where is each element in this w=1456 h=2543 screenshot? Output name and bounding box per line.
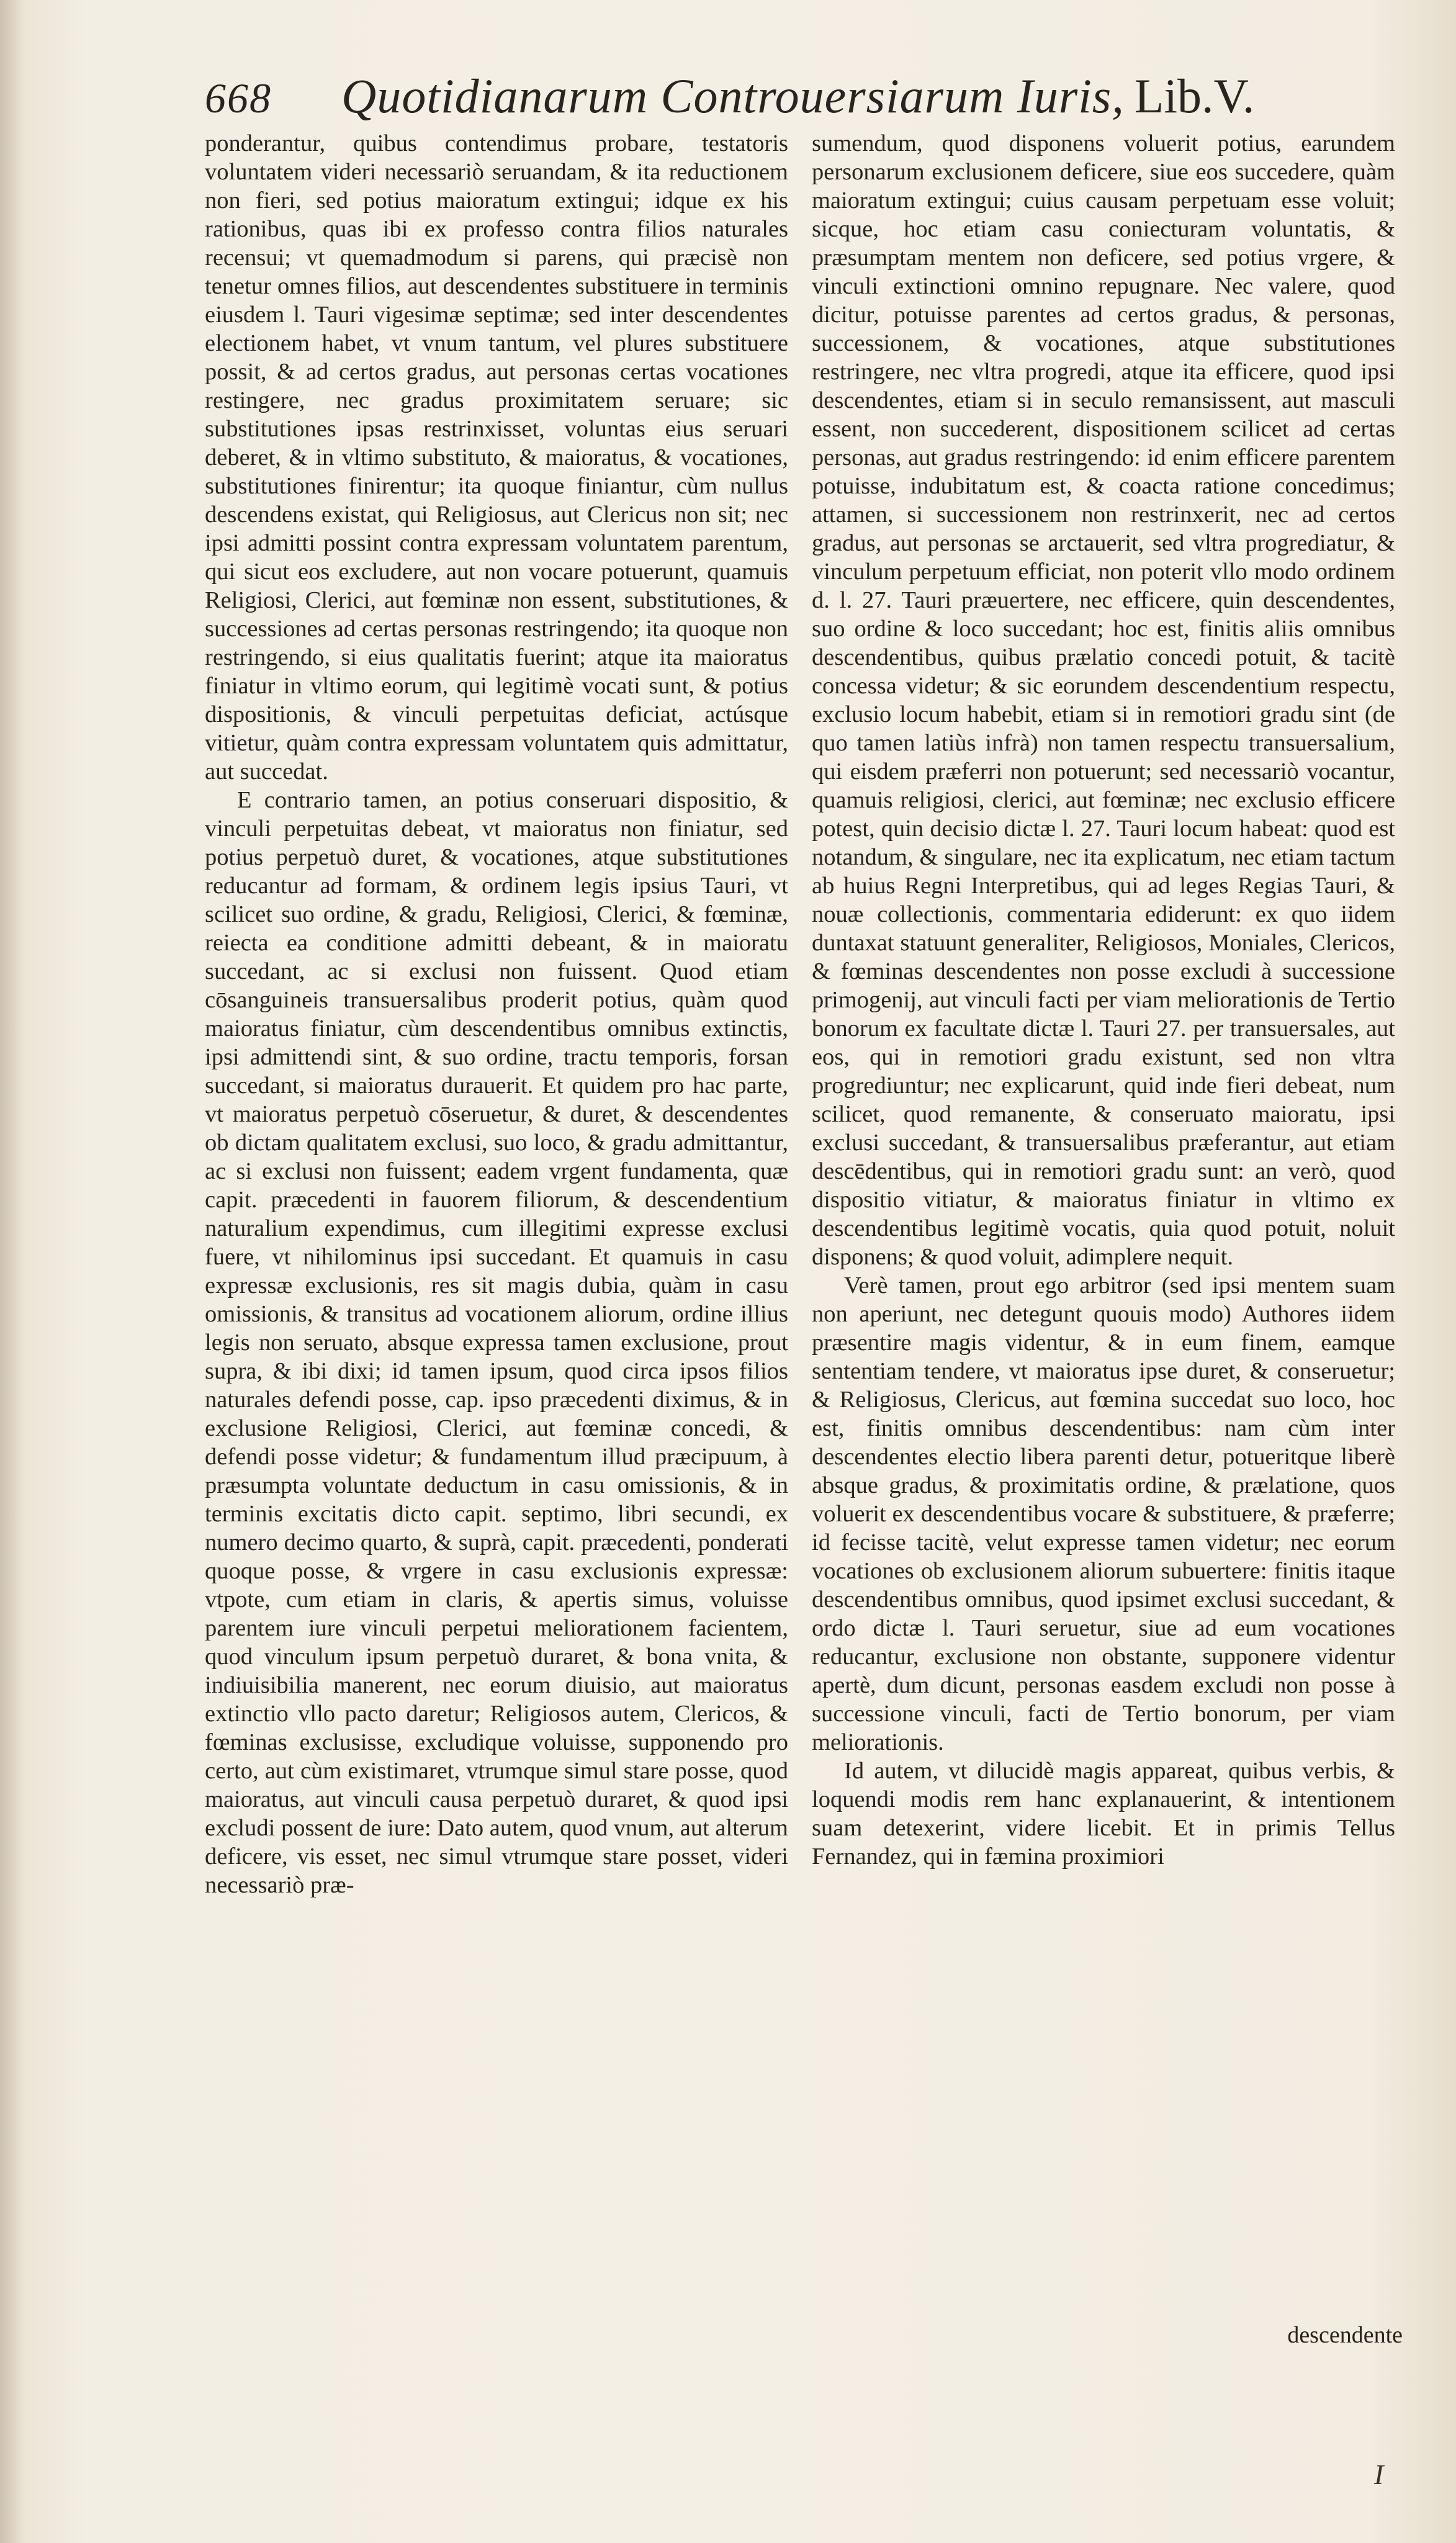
right-paragraph-3: Id autem, vt dilucidè magis appareat, quibus verbis, & loquendi modis rem hanc explanauerint, & intentionem suam detexerint, videre licebit. Et in primis Tellus Fernandez, qui in fæmina proximiori — [812, 1758, 1395, 1870]
corner-mark: I — [1374, 2459, 1384, 2490]
running-header — [205, 68, 1421, 130]
running-title: Quotidianarum Controuersiarum Iuris, — [341, 69, 1125, 123]
left-paragraph-1: ponderantur, quibus contendimus probare, testatoris voluntatem videri necessariò seruandam, & ita reductionem non fieri, sed potius maioratum extingui; idque ex his rationibus, quas ibi ex professo contra filios naturales recensui; vt quemadmodum si parens, qui præcisè non tenetur omnes filios, aut descendentes substituere in terminis eiusdem l. Tauri vigesimæ septimæ; sed inter descendentes electionem habet, vt vnum tantum, vel plures substituere possit, & ad certos gradus, aut personas certas vocationes restingere, nec gradus proximitatem seruare; sic substitutiones ipsas restrinxisset, voluntas eius seruari deberet, & in vltimo substituto, & maioratus, & vocationes, substitutiones finirentur; ita quoque finiantur, cùm nullus descendens existat, qui Religiosus, aut Clericus non sit; nec ipsi admitti possint contra expressam voluntatem parentum, qui sicut eos excludere, aut non vocare potuerunt, quamuis Religiosi, Clerici, aut fœminæ non essent, substitutiones, & successiones ad certas personas restringendo; ita quoque non restringendo, si eius qualitatis fuerint; atque ita maioratus finiatur in vltimo eorum, qui legitimè vocati sunt, & potius dispositionis, & vinculi perpetuitas deficiat, actúsque vitietur, quàm contra expressam voluntatem quis admittatur, aut succedat. — [205, 130, 788, 785]
catchword: descendente — [1287, 2322, 1403, 2348]
page-fold-shadow — [0, 0, 25, 2543]
left-column — [205, 129, 788, 2364]
right-paragraph-2: Verè tamen, prout ego arbitror (sed ipsi mentem suam non aperiunt, nec detegunt quouis modo) Authores iidem præsentire magis videntur, & in eum finem, eamque sententiam tendere, vt maioratus ipse duret, & conseruetur; & Religiosus, Clericus, aut fœmina succedat suo loco, hoc est, finitis omnibus descendentibus: nam cùm inter descendentes electio libera parenti detur, potueritque liberè absque gradus, & proximitatis ordine, & prælatione, quos voluerit ex descendentibus vocare & substituere, & præferre; id fecisse tacitè, velut expresse tamen videtur; nec eorum vocationes ob exclusionem aliorum subuertere: finitis itaque descendentibus omnibus, quod ipsimet exclusi succedant, & ordo dictæ l. Tauri seruetur, siue ad eum vocationes reducantur, exclusione non obstante, supponere videntur apertè, dum dicunt, personas easdem excludi non posse à successione vinculi, facti de Tertio bonorum, per viam meliorationis. — [812, 1272, 1395, 1755]
book-number: Lib.V. — [1134, 69, 1255, 123]
page-number: 668 — [205, 74, 272, 122]
left-paragraph-2: E contrario tamen, an potius conseruari dispositio, & vinculi perpetuitas debeat, vt maioratus non finiatur, sed potius perpetuò duret, & vocationes, atque substitutiones reducantur ad formam, & ordinem legis ipsius Tauri, vt scilicet suo ordine, & gradu, Religiosi, Clerici, & fœminæ, reiecta ea conditione admitti debeant, & in maioratu succedant, ac si exclusi non fuissent. Quod etiam cōsanguineis transuersalibus proderit potius, quàm quod maioratus finiatur, cùm descendentibus omnibus extinctis, ipsi admittendi sint, & suo ordine, tractu temporis, forsan succedant, si maioratus durauerit. Et quidem pro hac parte, vt maioratus perpetuò cōseruetur, & duret, & descendentes ob dictam qualitatem exclusi, suo loco, & gradu admittantur, ac si exclusi non fuissent; eadem vrgent fundamenta, quæ capit. præcedenti in fauorem filiorum, & descendentium naturalium expendimus, cum illegitimi expresse exclusi fuere, vt nihilominus ipsi succedant. Et quamuis in casu expressæ exclusionis, res sit magis dubia, quàm in casu omissionis, & transitus ad vocationem aliorum, ordine illius legis non seruato, absque expressa tamen exclusione, prout supra, & ibi dixi; id tamen ipsum, quod circa ipsos filios naturales defendi posse, cap. ipso præcedenti diximus, & in exclusione Religiosi, Clerici, aut fœminæ concedi, & defendi posse videtur; & fundamentum illud præcipuum, à præsumpta voluntate deductum in casu omissionis, & in terminis excitatis dicto capit. septimo, libri secundi, ex numero decimo quarto, & suprà, capit. præcedenti, ponderati quoque posse, & vrgere in casu exclusionis expressæ: vtpote, cum etiam in claris, & apertis simus, voluisse parentem iure vinculi perpetui meliorationem facientem, quod vinculum ipsum perpetuò duraret, & bona vnita, & indiuisibilia manerent, nec eorum diuisio, aut maioratus extinctio vllo pacto daretur; Religiosos autem, Clericos, & fœminas exclusisse, excludique voluisse, supponendo pro certo, aut cùm existimaret, vtrumque simul stare posse, quod maioratus, aut vinculi causa perpetuò duraret, & quod ipsi excludi possent de iure: Dato autem, quod vnum, aut alterum deficere, vis esset, nec simul vtrumque stare posset, videri necessariò præ- — [205, 787, 788, 1898]
right-paragraph-1: sumendum, quod disponens voluerit potius, earundem personarum exclusionem deficere, siue eos succedere, quàm maioratum extingui; cuius causam perpetuam esse voluit; sicque, hoc etiam casu coniecturam voluntatis, & præsumptam mentem non deficere, sed potius vrgere, & vinculi extinctioni omnino repugnare. Nec valere, quod dicitur, potuisse parentes ad certos gradus, & personas, successionem, & vocationes, atque substitutiones restringere, nec vltra progredi, atque ita efficere, quod ipsi descendentes, etiam si in seculo remansissent, aut masculi essent, non succederent, dispositionem scilicet ad certas personas, aut gradus restringendo: id enim efficere parentem potuisse, indubitatum est, & coacta ratione concedimus; attamen, si successionem non restrinxerit, nec ad certos gradus, aut personas se arctauerit, sed vltra progrediatur, & vinculum perpetuum efficiat, non poterit vllo modo ordinem d. l. 27. Tauri præuertere, nec efficere, quin descendentes, suo ordine & loco succedant; hoc est, finitis aliis omnibus descendentibus, quibus prælatio concedi potuit, & tacitè concessa videtur; & sic eorundem descendentium respectu, exclusio locum habebit, etiam si in remotiori gradu sint (de quo tamen latiùs infrà) non tamen respectu transuersalium, qui eisdem præferri non potuerunt; sed necessariò vocantur, quamuis religiosi, clerici, aut fœminæ; nec exclusio efficere potest, quin decisio dictæ l. 27. Tauri locum habeat: quod est notandum, & singulare, nec ita explicatum, nec etiam tactum ab huius Regni Interpretibus, qui ad leges Regias Tauri, & nouæ collectionis, commentaria ediderunt: ex quo iidem duntaxat statuunt generaliter, Religiosos, Moniales, Clericos, & fœminas descendentes non posse excludi à successione primogenij, aut vinculi facti per viam meliorationis de Tertio bonorum ex facultate dictæ l. Tauri 27. per transuersales, aut eos, qui in remotiori gradu existunt, sed non vltra progrediuntur; nec explicarunt, quid inde fieri debeat, num scilicet, quod remanente, & conseruato maioratu, ipsi exclusi succedant, & transuersalibus præferantur, aut etiam descēdentibus, qui in remotiori gradu sunt: an verò, quod dispositio vitiatur, & maioratus finiatur in vltimo ex descendentibus legitimè vocatis, quia quod potuit, noluit disponens; & quod voluit, adimplere nequit. — [812, 130, 1395, 1270]
right-column — [812, 129, 1395, 2364]
